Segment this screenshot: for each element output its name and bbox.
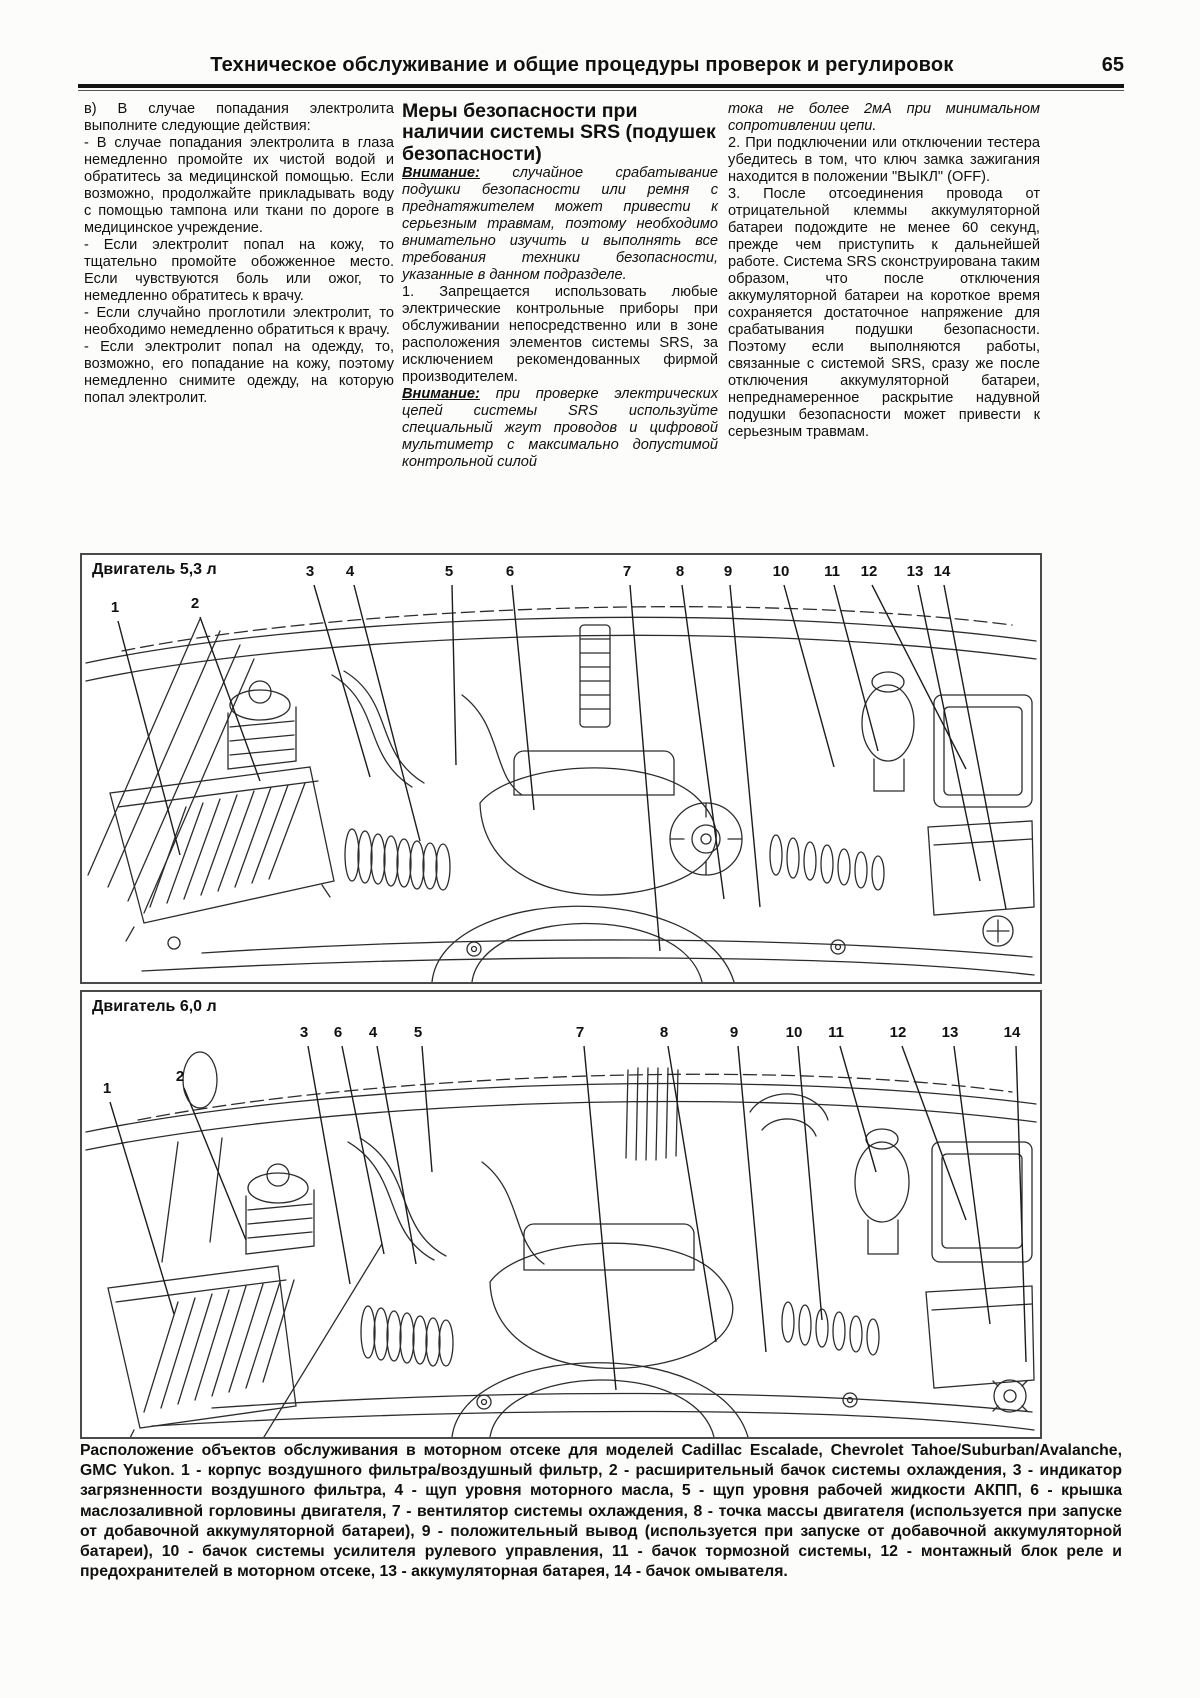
page-header xyxy=(78,54,1124,88)
diagram-engine-5-3 xyxy=(80,553,1042,984)
paragraph-electrolyte-clothes: - Если электролит попал на одежду, то, возможно, его попадание на кожу, поэтому немедленно снимите одежду, на которую попал электролит. xyxy=(84,339,394,406)
warning-label: Внимание: xyxy=(402,165,480,182)
header-rule xyxy=(78,90,1124,91)
callout-number: 3 xyxy=(305,563,315,580)
callout-number: 12 xyxy=(860,563,878,580)
callout-number: 11 xyxy=(828,1024,844,1041)
paragraph-electrolyte-eyes: - В случае попадания электролита в глаза немедленно промойте их чистой водой и обратитесь за медицинской помощью. Если возможно, продолжайте прикладывать воду с помощью тампона или ткани по дороге в медицинское учреждение. xyxy=(84,135,394,236)
warning-text: при проверке электрических цепей системы SRS используйте специальный жгут проводов и цифровой мультиметр с максимально допустимой контрольной силой xyxy=(402,386,719,471)
callout-number: 6 xyxy=(505,563,515,580)
figure-caption: Расположение объектов обслуживания в моторном отсеке для моделей Cadillac Escalade, Chevrolet Tahoe/Suburban/Avalanche, GMC Yukon. 1 - корпус воздушного фильтра/воздушный фильтр, 2 - расширительный бачок системы охлаждения, 3 - индикатор загрязненности воздушного фильтра, 4 - щуп уровня моторного масла, 5 - щуп уровня рабочей жидкости АКПП, 6 - крышка маслозаливной горловины двигателя, 7 - вентилятор системы охлаждения, 8 - точка массы двигателя (используется при запуске от добавочной аккумуляторной батареи), 9 - положительный вывод (используется при запуске от добавочной аккумуляторной батареи), 10 - бачок системы усилителя рулевого управления, 11 - бачок тормозной системы, 12 - монтажный блок реле и предохранителей в моторном отсеке, 13 - аккумуляторная батарея, 14 - бачок омывателя. xyxy=(80,1442,1122,1581)
text-column-1 xyxy=(84,101,394,407)
callout-number: 13 xyxy=(941,1024,959,1041)
warning-paragraph-1 xyxy=(402,165,718,284)
srs-rule-1: 1. Запрещается использовать любые электрические контрольные приборы при обслуживании непосредственно или в зоне расположения элементов системы SRS, за исключением рекомендованных фирмой производителем. xyxy=(402,284,718,386)
callout-number: 6 xyxy=(333,1024,343,1041)
callout-number: 2 xyxy=(175,1068,185,1085)
callout-number: 8 xyxy=(659,1024,669,1041)
callout-number: 11 xyxy=(824,563,840,580)
callout-number: 8 xyxy=(675,563,685,580)
callout-leader-lines xyxy=(118,585,1006,951)
callout-number: 2 xyxy=(190,595,200,612)
callout-number: 1 xyxy=(102,1080,112,1097)
engine-bay-illustration-5-3 xyxy=(82,555,1040,982)
callout-number: 1 xyxy=(110,599,120,616)
callout-number: 7 xyxy=(575,1024,585,1041)
callout-number: 9 xyxy=(723,563,733,580)
paragraph-electrolyte-swallowed: - Если случайно проглотили электролит, то необходимо немедленно обратиться к врачу. xyxy=(84,305,394,338)
callout-number: 4 xyxy=(368,1024,378,1041)
warning-text: случайное срабатывание подушки безопасности или ремня с преднатяжителем может привести к серьезным травмам, поэтому необходимо внимательно изучить и выполнять все требования техники безопасности, указанные в данном подразделе. xyxy=(402,165,718,284)
page-title: Техническое обслуживание и общие процедуры проверок и регулировок xyxy=(210,54,954,76)
callout-number: 10 xyxy=(785,1024,803,1041)
callout-number: 14 xyxy=(933,563,951,580)
callout-number: 5 xyxy=(444,563,454,580)
page-number: 65 xyxy=(1101,54,1124,76)
text-column-3 xyxy=(728,101,1040,441)
srs-rule-3: 3. После отсоединения провода от отрицательной клеммы аккумуляторной батареи подождите не менее 60 секунд, прежде чем приступить к дальнейшей работе. Система SRS сконструирована таким образом, что после отключения аккумуляторной батареи на короткое время сохраняется достаточное напряжение для срабатывания подушки безопасности. Поэтому если выполняются работы, связанные с системой SRS, сразу же после отключения аккумуляторной батареи, непреднамеренное раскрытие надувной подушки безопасности может привести к серьезным травмам. xyxy=(728,186,1040,440)
callout-leader-lines xyxy=(110,1046,1026,1390)
warning-label: Внимание: xyxy=(402,386,480,403)
callout-number: 14 xyxy=(1003,1024,1021,1041)
engine-bay-illustration-6-0 xyxy=(82,992,1040,1437)
paragraph-electrolyte-intro: в) В случае попадания электролита выполните следующие действия: xyxy=(84,101,394,134)
diagram-engine-6-0 xyxy=(80,990,1042,1439)
callout-number: 10 xyxy=(772,563,790,580)
callout-number: 13 xyxy=(906,563,924,580)
callout-number: 7 xyxy=(622,563,632,580)
warning-paragraph-2 xyxy=(402,386,718,471)
callout-number: 3 xyxy=(299,1024,309,1041)
section-heading-srs: Меры безопасности при наличии системы SRS (подушек безопасности) xyxy=(402,100,716,165)
diagram-label: Двигатель 5,3 л xyxy=(92,561,217,578)
paragraph-electrolyte-skin: - Если электролит попал на кожу, то тщательно промойте обожженное место. Если чувствуются боль или ожог, то немедленно обратитесь к врачу. xyxy=(84,237,394,304)
callout-number: 5 xyxy=(413,1024,423,1041)
srs-rule-2: 2. При подключении или отключении тестера убедитесь в том, что ключ замка зажигания находится в положении "ВЫКЛ" (OFF). xyxy=(728,135,1040,185)
warning-continuation: тока не более 2мА при минимальном сопротивлении цепи. xyxy=(728,101,1040,134)
callout-number: 12 xyxy=(889,1024,907,1041)
text-column-2 xyxy=(402,101,718,471)
diagram-label: Двигатель 6,0 л xyxy=(92,998,217,1015)
callout-number: 9 xyxy=(729,1024,739,1041)
callout-number: 4 xyxy=(345,563,355,580)
